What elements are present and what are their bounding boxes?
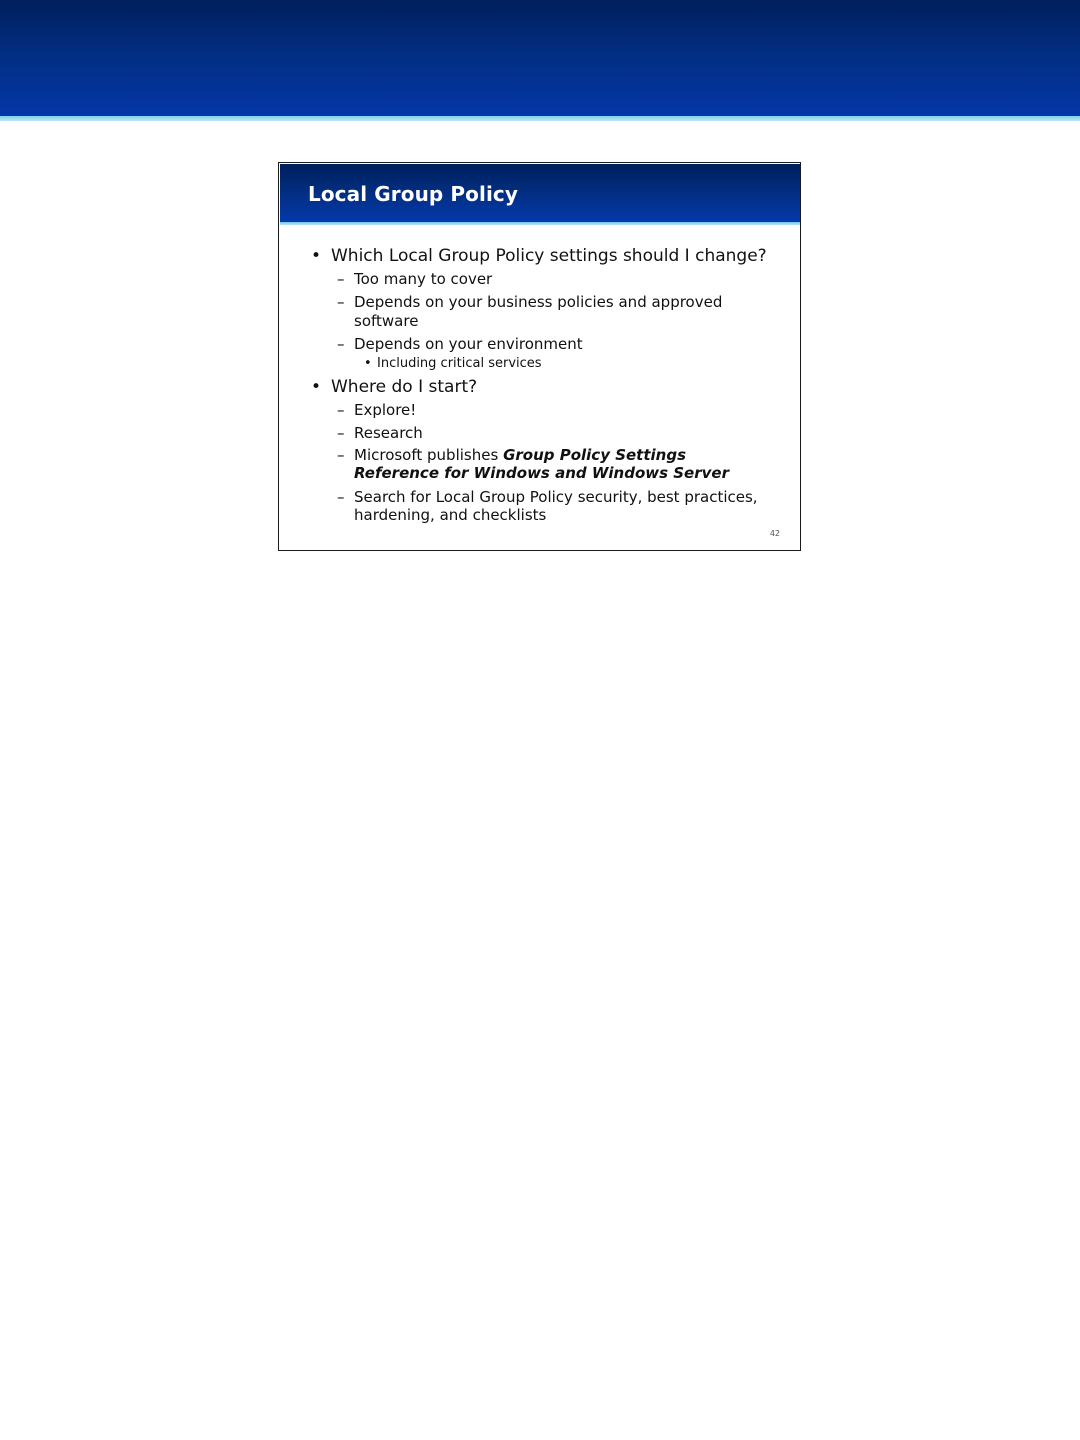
dash-marker: – [337, 293, 345, 311]
sub-1-2-line1: Depends on your business policies and approved [354, 293, 723, 311]
sub-2-3-line1 [354, 446, 686, 464]
dash-marker: – [337, 270, 345, 288]
sub-2-4-line1: Search for Local Group Policy security, best practices, [354, 488, 758, 506]
bullet-marker: • [311, 377, 322, 397]
sub-1-3-text: Depends on your environment [354, 335, 583, 353]
bullet-marker: • [311, 246, 322, 266]
sub-1-3-1-text: Including critical services [377, 356, 542, 371]
small-bullet-marker: • [364, 356, 372, 371]
sub-2-4-line2: hardening, and checklists [354, 506, 547, 524]
sub-1-1-text: Too many to cover [354, 270, 493, 288]
sub-2-1-text: Explore! [354, 401, 417, 419]
sub-2-3-prefix: Microsoft publishes [354, 446, 504, 464]
dash-marker: – [337, 424, 345, 442]
slide-number: 42 [769, 529, 780, 538]
dash-marker: – [337, 335, 345, 353]
sub-2-2-text: Research [354, 424, 423, 442]
publication-title-part1: Group Policy Settings [503, 446, 686, 464]
slide-title: Local Group Policy [308, 182, 518, 206]
page-header-stripe [0, 116, 1080, 121]
slide-thumbnail [278, 162, 801, 551]
publication-title-part2: Reference for Windows and Windows Server [354, 464, 729, 482]
dash-marker: – [337, 446, 345, 464]
bullet-2-text: Where do I start? [331, 377, 478, 397]
bullet-1-text: Which Local Group Policy settings should I change? [331, 246, 767, 266]
dash-marker: – [337, 488, 345, 506]
dash-marker: – [337, 401, 345, 419]
slide-content [279, 163, 800, 550]
sub-1-2-line2: software [354, 312, 419, 330]
page-header-banner [0, 0, 1080, 116]
